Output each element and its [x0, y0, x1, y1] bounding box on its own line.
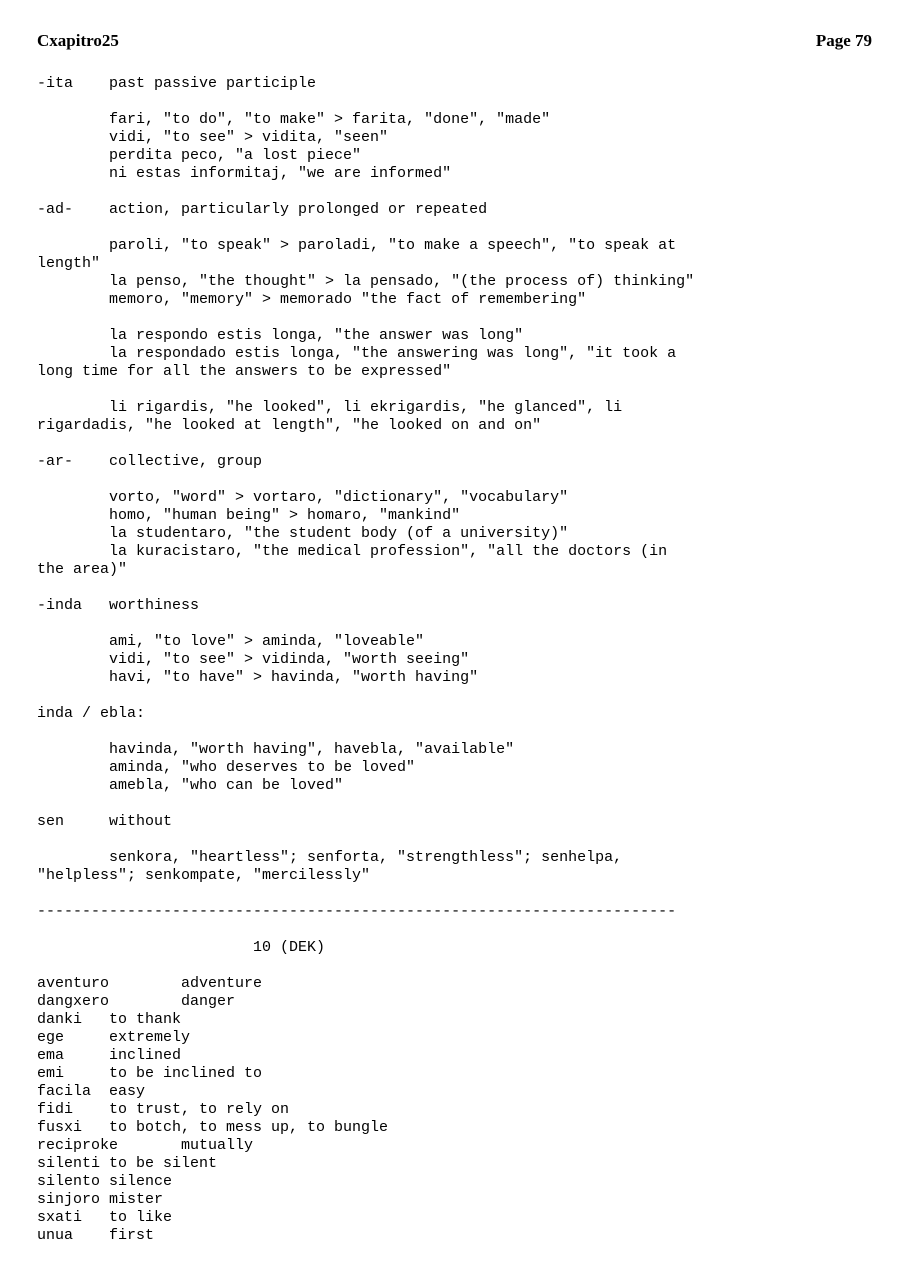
text-line: sxati to like — [37, 1209, 173, 1226]
text-line: la respondo estis longa, "the answer was long" — [37, 327, 524, 344]
text-line: fari, "to do", "to make" > farita, "done", "made" — [37, 111, 551, 128]
text-line: ege extremely — [37, 1029, 191, 1046]
document-body — [37, 75, 694, 1245]
text-line: unua first — [37, 1227, 155, 1244]
page-number: Page 79 — [815, 31, 872, 50]
text-line: ni estas informitaj, "we are informed" — [37, 165, 452, 182]
text-line: sinjoro mister — [37, 1191, 164, 1208]
page-header — [37, 31, 872, 53]
text-line: -ita past passive participle — [37, 75, 317, 92]
text-line: the area)" — [37, 561, 128, 578]
text-line: -inda worthiness — [37, 597, 200, 614]
text-line: la studentaro, "the student body (of a university)" — [37, 525, 569, 542]
text-line: ami, "to love" > aminda, "loveable" — [37, 633, 425, 650]
text-line: -ad- action, particularly prolonged or repeated — [37, 201, 488, 218]
text-line: vorto, "word" > vortaro, "dictionary", "vocabulary" — [37, 489, 569, 506]
text-line: la penso, "the thought" > la pensado, "(the process of) thinking" — [37, 273, 695, 290]
chapter-title: Cxapitro25 — [37, 31, 119, 50]
text-line: length" — [37, 255, 101, 272]
text-line: rigardadis, "he looked at length", "he looked on and on" — [37, 417, 542, 434]
text-line: homo, "human being" > homaro, "mankind" — [37, 507, 461, 524]
text-line: aventuro adventure — [37, 975, 263, 992]
text-line: li rigardis, "he looked", li ekrigardis, "he glanced", li — [37, 399, 623, 416]
text-line: emi to be inclined to — [37, 1065, 263, 1082]
text-line: perdita peco, "a lost piece" — [37, 147, 362, 164]
text-line: senkora, "heartless"; senforta, "strengthless"; senhelpa, — [37, 849, 623, 866]
text-line: silenti to be silent — [37, 1155, 218, 1172]
text-line: danki to thank — [37, 1011, 182, 1028]
text-line: reciproke mutually — [37, 1137, 254, 1154]
text-line: havi, "to have" > havinda, "worth having" — [37, 669, 479, 686]
text-line: long time for all the answers to be expressed" — [37, 363, 452, 380]
text-line: sen without — [37, 813, 173, 830]
text-line: fidi to trust, to rely on — [37, 1101, 290, 1118]
text-line: la kuracistaro, "the medical profession", "all the doctors (in — [37, 543, 668, 560]
text-line: vidi, "to see" > vidinda, "worth seeing" — [37, 651, 470, 668]
text-line: paroli, "to speak" > paroladi, "to make a speech", "to speak at — [37, 237, 677, 254]
text-line: havinda, "worth having", havebla, "available" — [37, 741, 515, 758]
text-line: vidi, "to see" > vidita, "seen" — [37, 129, 389, 146]
text-line: la respondado estis longa, "the answering was long", "it took a — [37, 345, 677, 362]
text-line: fusxi to botch, to mess up, to bungle — [37, 1119, 389, 1136]
text-line: amebla, "who can be loved" — [37, 777, 344, 794]
text-line: 10 (DEK) — [37, 939, 326, 956]
text-line: silento silence — [37, 1173, 173, 1190]
text-line: ----------------------------------------------------------------------- — [37, 903, 677, 920]
text-line: "helpless"; senkompate, "mercilessly" — [37, 867, 371, 884]
text-line: facila easy — [37, 1083, 146, 1100]
text-line: inda / ebla: — [37, 705, 146, 722]
text-line: memoro, "memory" > memorado "the fact of remembering" — [37, 291, 587, 308]
text-line: ema inclined — [37, 1047, 182, 1064]
text-line: dangxero danger — [37, 993, 236, 1010]
text-line: -ar- collective, group — [37, 453, 263, 470]
text-line: aminda, "who deserves to be loved" — [37, 759, 416, 776]
